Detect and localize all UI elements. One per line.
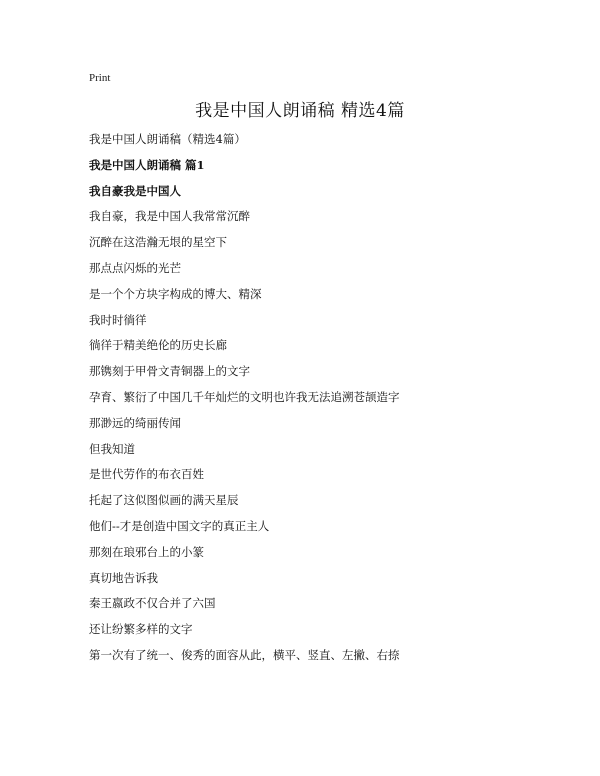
text-line: 还让纷繁多样的文字: [89, 622, 193, 637]
text-line: 秦王嬴政不仅合并了六国: [89, 596, 216, 611]
text-line: 那刻在琅邪台上的小篆: [89, 544, 204, 559]
document-body: [89, 130, 569, 672]
text-line: 我是中国人朗诵稿 篇1: [89, 157, 205, 172]
text-line: 真切地告诉我: [89, 570, 158, 585]
print-label: Print: [89, 72, 111, 84]
text-line: 是一个个方块字构成的博大、精深: [89, 286, 262, 301]
text-line: 孕育、繁衍了中国几千年灿烂的文明也许我无法追溯苍颉造字: [89, 389, 400, 404]
text-line: 沉醉在这浩瀚无垠的星空下: [89, 235, 227, 250]
text-line: 第一次有了统一、俊秀的面容从此，横平、竖直、左撇、右捺: [89, 647, 400, 662]
text-line: 我时时徜徉: [89, 312, 147, 327]
text-line: 托起了这似图似画的满天星辰: [89, 493, 239, 508]
text-line: 那渺远的绮丽传闻: [89, 415, 181, 430]
text-line: 徜徉于精美绝伦的历史长廊: [89, 338, 227, 353]
text-line: 是世代劳作的布衣百姓: [89, 467, 204, 482]
text-line: 我是中国人朗诵稿（精选4篇）: [89, 132, 246, 146]
text-line: 但我知道: [89, 441, 135, 456]
page-title: 我是中国人朗诵稿 精选4篇: [195, 101, 405, 121]
text-line: 我自豪，我是中国人我常常沉醉: [89, 209, 250, 224]
text-line: 那点点闪烁的光芒: [89, 260, 181, 275]
text-line: 那镌刻于甲骨文青铜器上的文字: [89, 364, 250, 379]
text-line: 我自豪我是中国人: [89, 183, 181, 198]
text-line: 他们--才是创造中国文字的真正主人: [89, 518, 270, 533]
